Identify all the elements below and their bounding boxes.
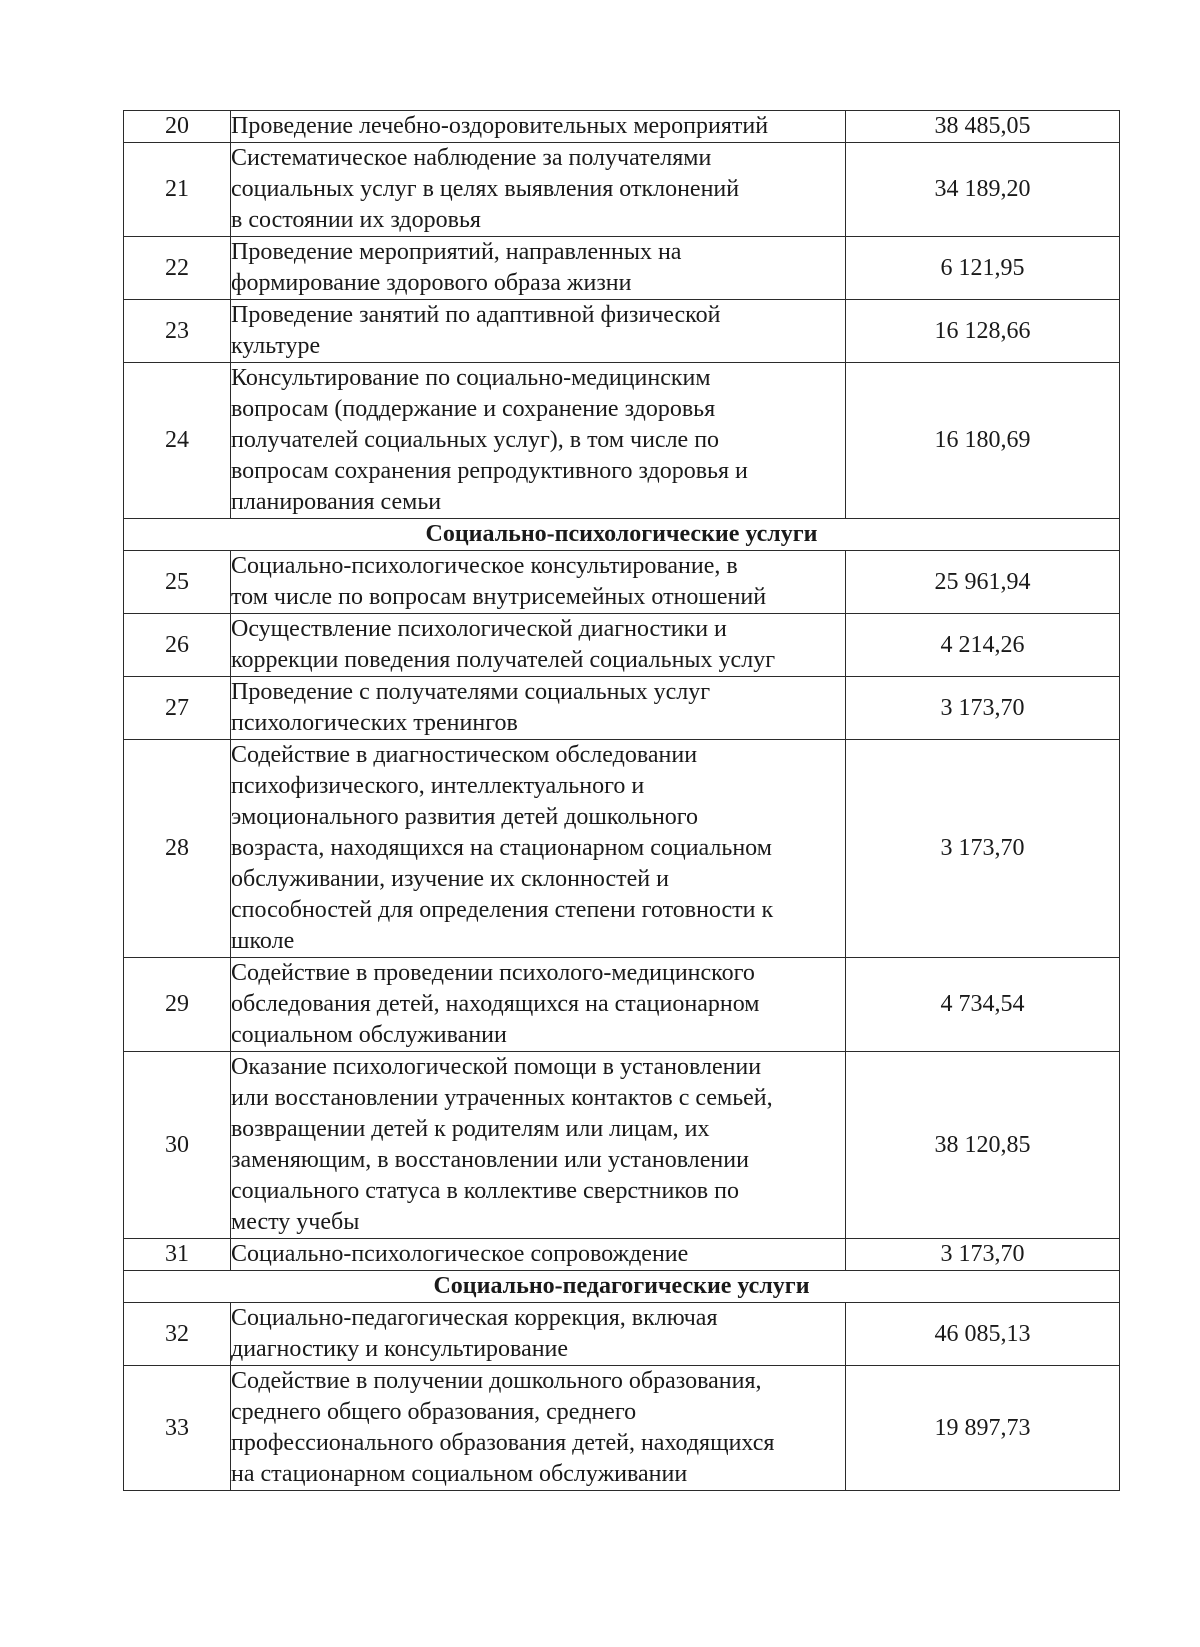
table-row <box>124 1303 1120 1366</box>
table-row <box>124 614 1120 677</box>
service-name <box>231 740 846 958</box>
row-number: 26 <box>124 614 231 677</box>
table-row <box>124 958 1120 1052</box>
service-name <box>231 1366 846 1491</box>
service-name-line: Социально-педагогическая коррекция, включая <box>231 1305 718 1331</box>
service-name-line: культуре <box>231 333 321 359</box>
service-name <box>231 363 846 519</box>
service-name <box>231 677 846 740</box>
service-name-line: планирования семьи <box>231 489 442 515</box>
service-name-line: Проведение занятий по адаптивной физической <box>231 302 721 328</box>
service-name-line: на стационарном социальном обслуживании <box>231 1461 688 1487</box>
service-name-line: школе <box>231 928 295 954</box>
service-name <box>231 111 846 143</box>
service-name-line: или восстановлении утраченных контактов с семьей, <box>231 1085 773 1111</box>
service-price: 25 961,94 <box>846 551 1120 614</box>
service-name-line: вопросам сохранения репродуктивного здоровья и <box>231 458 748 484</box>
service-name-line: Систематическое наблюдение за получателями <box>231 145 712 171</box>
service-name-line: вопросам (поддержание и сохранение здоровья <box>231 396 716 422</box>
table-row <box>124 300 1120 363</box>
service-price: 3 173,70 <box>846 1239 1120 1271</box>
row-number: 25 <box>124 551 231 614</box>
service-price: 38 485,05 <box>846 111 1120 143</box>
table-row <box>124 551 1120 614</box>
service-name <box>231 551 846 614</box>
table-row <box>124 677 1120 740</box>
table-row <box>124 1239 1120 1271</box>
service-price: 16 128,66 <box>846 300 1120 363</box>
service-name-line: социального статуса в коллективе сверстников по <box>231 1178 739 1204</box>
service-price: 38 120,85 <box>846 1052 1120 1239</box>
row-number: 30 <box>124 1052 231 1239</box>
service-price: 6 121,95 <box>846 237 1120 300</box>
service-name-line: Содействие в получении дошкольного образования, <box>231 1368 762 1394</box>
row-number: 20 <box>124 111 231 143</box>
service-price: 34 189,20 <box>846 143 1120 237</box>
service-name <box>231 143 846 237</box>
table-row <box>124 111 1120 143</box>
services-price-table <box>123 110 1120 1491</box>
service-name-line: формирование здорового образа жизни <box>231 270 632 296</box>
service-name-line: Социально-психологическое консультирование, в <box>231 553 738 579</box>
service-name <box>231 958 846 1052</box>
table-body <box>124 111 1120 1491</box>
section-header-row <box>124 519 1120 551</box>
service-name-line: социальном обслуживании <box>231 1022 507 1048</box>
service-name-line: Социально-психологическое сопровождение <box>231 1241 689 1267</box>
service-price: 4 214,26 <box>846 614 1120 677</box>
service-price: 46 085,13 <box>846 1303 1120 1366</box>
service-name-line: возвращении детей к родителям или лицам, их <box>231 1116 710 1142</box>
row-number: 21 <box>124 143 231 237</box>
service-name <box>231 1239 846 1271</box>
row-number: 33 <box>124 1366 231 1491</box>
service-price: 3 173,70 <box>846 740 1120 958</box>
service-name-line: Оказание психологической помощи в установлении <box>231 1054 762 1080</box>
service-price: 19 897,73 <box>846 1366 1120 1491</box>
service-name-line: профессионального образования детей, находящихся <box>231 1430 775 1456</box>
table-row <box>124 1052 1120 1239</box>
service-name-line: социальных услуг в целях выявления отклонений <box>231 176 740 202</box>
service-name <box>231 1303 846 1366</box>
service-name-line: получателей социальных услуг), в том числе по <box>231 427 720 453</box>
service-name-line: обследования детей, находящихся на стационарном <box>231 991 760 1017</box>
service-name <box>231 237 846 300</box>
service-name-line: эмоционального развития детей дошкольного <box>231 804 699 830</box>
service-name <box>231 1052 846 1239</box>
service-name-line: в состоянии их здоровья <box>231 207 481 233</box>
row-number: 32 <box>124 1303 231 1366</box>
service-name-line: Содействие в проведении психолого-медицинского <box>231 960 755 986</box>
service-name-line: Проведение лечебно-оздоровительных мероприятий <box>231 113 769 139</box>
service-name-line: психологических тренингов <box>231 710 518 736</box>
service-price: 3 173,70 <box>846 677 1120 740</box>
table-row <box>124 363 1120 519</box>
row-number: 31 <box>124 1239 231 1271</box>
service-name-line: Содействие в диагностическом обследовании <box>231 742 698 768</box>
table-row <box>124 237 1120 300</box>
service-name-line: том числе по вопросам внутрисемейных отношений <box>231 584 767 610</box>
row-number: 27 <box>124 677 231 740</box>
table-row <box>124 740 1120 958</box>
service-name-line: месту учебы <box>231 1209 360 1235</box>
row-number: 23 <box>124 300 231 363</box>
service-name-line: коррекции поведения получателей социальных услуг <box>231 647 776 673</box>
service-name-line: Осуществление психологической диагностики и <box>231 616 727 642</box>
service-name-line: Проведение с получателями социальных услуг <box>231 679 711 705</box>
service-name-line: заменяющим, в восстановлении или установлении <box>231 1147 749 1173</box>
service-name-line: возраста, находящихся на стационарном социальном <box>231 835 772 861</box>
service-name-line: Консультирование по социально-медицинским <box>231 365 711 391</box>
service-name-line: обслуживании, изучение их склонностей и <box>231 866 669 892</box>
service-name-line: психофизического, интеллектуального и <box>231 773 645 799</box>
service-name-line: Проведение мероприятий, направленных на <box>231 239 682 265</box>
service-name-line: среднего общего образования, среднего <box>231 1399 637 1425</box>
service-name <box>231 614 846 677</box>
table-row <box>124 143 1120 237</box>
section-title: Социально-педагогические услуги <box>124 1271 1120 1303</box>
service-price: 16 180,69 <box>846 363 1120 519</box>
service-name-line: диагностику и консультирование <box>231 1336 569 1362</box>
row-number: 22 <box>124 237 231 300</box>
table-row <box>124 1366 1120 1491</box>
service-name <box>231 300 846 363</box>
section-title: Социально-психологические услуги <box>124 519 1120 551</box>
row-number: 24 <box>124 363 231 519</box>
row-number: 28 <box>124 740 231 958</box>
row-number: 29 <box>124 958 231 1052</box>
section-header-row <box>124 1271 1120 1303</box>
service-name-line: способностей для определения степени готовности к <box>231 897 774 923</box>
service-price: 4 734,54 <box>846 958 1120 1052</box>
